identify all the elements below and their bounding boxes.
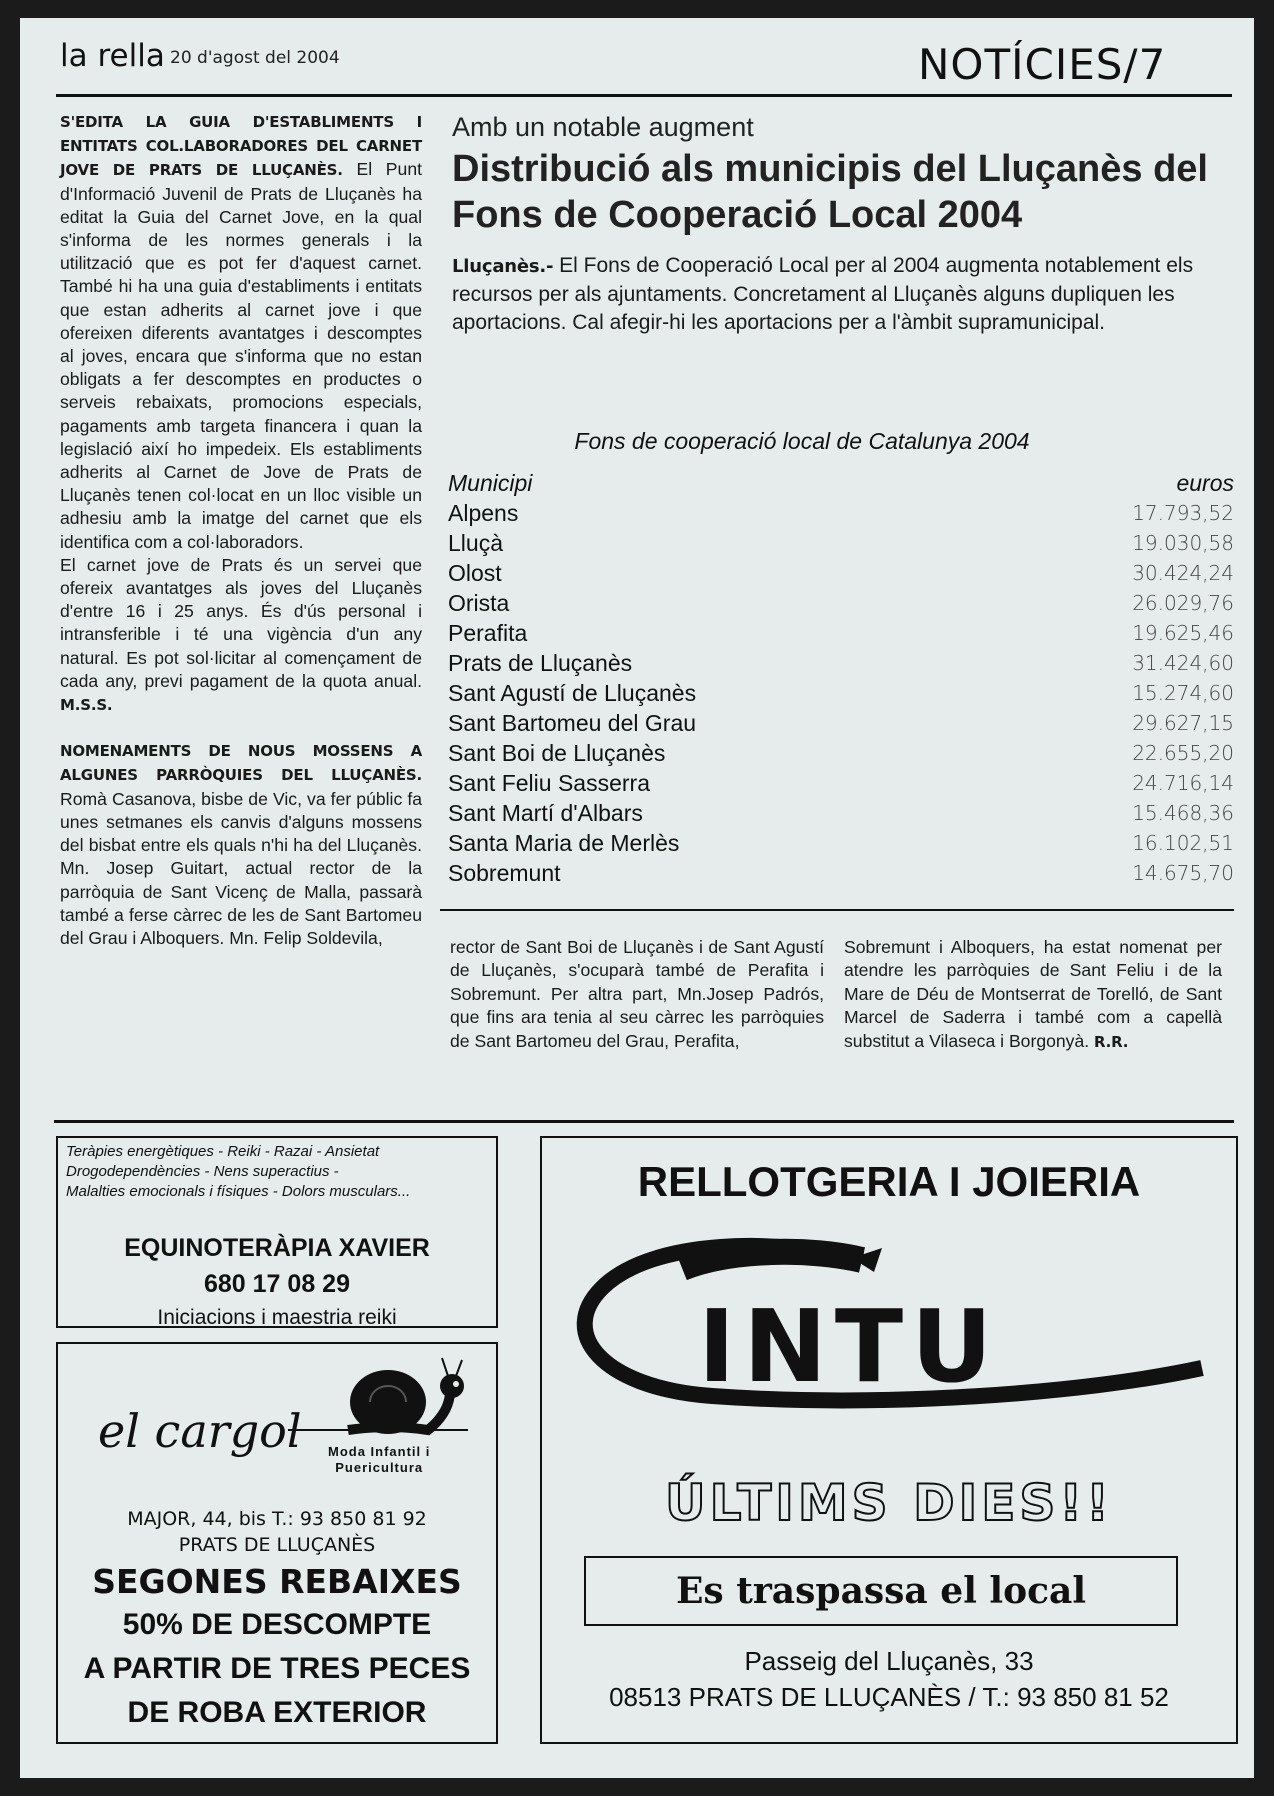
euros-value: 15.274,60 xyxy=(1132,681,1234,705)
tagline-line: Puericultura xyxy=(335,1460,424,1475)
euros-value: 17.793,52 xyxy=(1132,501,1234,525)
cintu-brand: INTU xyxy=(698,1288,1001,1405)
table-row xyxy=(448,768,1234,798)
cargol-logo: el cargol xyxy=(98,1404,302,1458)
euros-value: 16.102,51 xyxy=(1132,831,1234,855)
snail-icon xyxy=(278,1354,488,1454)
article-headline: Distribució als municipis del Lluçanès del Fons de Cooperació Local 2004 xyxy=(452,148,1208,236)
ad-el-cargol xyxy=(56,1342,498,1744)
mossens-news xyxy=(60,739,422,950)
lead-text: El Fons de Cooperació Local per al 2004 augmenta notablement els recursos per als ajuntaments. Concretament al Lluçanès alguns dupliquen les aportacions. Cal afegir-hi les aportacions per a l'àmbit supramunicipal. xyxy=(452,254,1194,334)
municipi-name: Sant Boi de Lluçanès xyxy=(448,739,666,766)
address-line: MAJOR, 44, bis T.: 93 850 81 92 xyxy=(127,1508,427,1530)
table-title: Fons de cooperació local de Catalunya 2004 xyxy=(574,428,1030,454)
publication-name: la rella xyxy=(60,38,165,74)
municipi-name: Sant Martí d'Albars xyxy=(448,799,643,826)
ad-subtitle: Iniciacions i maestria reiki xyxy=(157,1306,397,1329)
table-row xyxy=(448,798,1234,828)
ad-services-line: Drogodependències - Nens superactius - xyxy=(66,1163,339,1180)
table-row xyxy=(448,708,1234,738)
ad-phone: 680 17 08 29 xyxy=(204,1270,350,1298)
article-column-2: rector de Sant Boi de Lluçanès i de Sant Agustí de Lluçanès, s'ocuparà també de Perafita i Sobremunt. Per altra part, Mn.Josep Padrós, que fins ara tenia al seu càrrec les parròquies de Sant Bartomeu del Grau, Perafita, xyxy=(450,937,824,1051)
euros-value: 26.029,76 xyxy=(1132,591,1234,615)
cargol-address xyxy=(58,1506,496,1558)
municipi-name: Lluçà xyxy=(448,529,503,556)
table-row xyxy=(448,648,1234,678)
fons-table xyxy=(448,470,1234,888)
article-kicker: Amb un notable augment xyxy=(452,112,754,142)
news-text: Romà Casanova, bisbe de Vic, va fer públic fa unes setmanes els canvis d'alguns mossens del bisbat entre els quals n'hi ha del Lluçanès. Mn. Josep Guitart, actual rector de la parròquia de Sant Vicenç de Malla, passarà també a ferse càrrec de les de Sant Bartomeu del Grau i Alboquers. Mn. Felip Soldevila, xyxy=(60,788,422,948)
ad-services xyxy=(66,1142,410,1202)
news-heading: NOMENAMENTS DE NOUS MOSSENS A ALGUNES PARRÒQUIES DEL LLUÇANÈS. xyxy=(60,742,422,785)
ad-cintu xyxy=(540,1136,1238,1744)
municipi-name: Perafita xyxy=(448,619,528,646)
ad-equinoterapia xyxy=(56,1136,498,1328)
cintu-address: Passeig del Lluçanès, 33 xyxy=(744,1646,1034,1676)
tagline-line: Moda Infantil i xyxy=(328,1444,431,1459)
euros-value: 19.030,58 xyxy=(1132,531,1234,555)
municipi-name: Sant Feliu Sasserra xyxy=(448,769,650,796)
news-text: El carnet jove de Prats és un servei que ofereix avantatges als joves del Lluçanès d'entre 16 i 25 anys. És d'ús personal i intransferible i té una vigència d'un any natural. Es pot sol·licitar al començament de cada any, previ pagament de la quota anual. xyxy=(60,554,422,691)
author-initials: M.S.S. xyxy=(60,696,113,715)
table-row xyxy=(448,588,1234,618)
newspaper-page xyxy=(20,18,1254,1778)
municipi-name: Alpens xyxy=(448,499,519,526)
table-row xyxy=(448,738,1234,768)
ads-rule xyxy=(54,1120,1234,1123)
table-row xyxy=(448,858,1234,888)
carnet-jove-news xyxy=(60,110,422,554)
column-text: Sobremunt i Alboquers, ha estat nomenat per atendre les parròquies de Sant Feliu i de la Mare de Déu de Montserrat de Torelló, de Sant Marcel de Saderra i també com a capellà substitut a Vilaseca i Borgonyà. xyxy=(844,937,1222,1051)
table-row xyxy=(448,618,1234,648)
cargol-discount: 50% DE DESCOMPTE xyxy=(122,1608,432,1641)
ad-services-line: Malalties emocionals i físiques - Dolors musculars... xyxy=(66,1183,411,1200)
municipi-name: Sobremunt xyxy=(448,859,561,886)
column-header-euros: euros xyxy=(1176,470,1234,496)
euros-value: 22.655,20 xyxy=(1132,741,1234,765)
carnet-jove-news-cont xyxy=(60,554,422,717)
column-header-municipi: Municipi xyxy=(448,470,533,496)
municipi-name: Prats de Lluçanès xyxy=(448,649,633,676)
table-row xyxy=(448,678,1234,708)
municipi-name: Santa Maria de Merlès xyxy=(448,829,680,856)
cargol-tagline xyxy=(328,1444,430,1476)
table-row xyxy=(448,828,1234,858)
municipi-name: Sant Agustí de Lluçanès xyxy=(448,679,697,706)
spacer xyxy=(60,717,422,739)
euros-value: 31.424,60 xyxy=(1132,651,1234,675)
euros-value: 19.625,46 xyxy=(1132,621,1234,645)
article-lead xyxy=(452,252,1212,337)
cargol-condition: A PARTIR DE TRES PECES xyxy=(83,1652,471,1685)
news-text: El Punt d'Informació Juvenil de Prats de Lluçanès ha editat la Guia del Carnet Jove, en la qual s'informa de les normes generals i la utilització que es pot fer d'aquest carnet. També hi ha una guia d'establiments i entitats que estan adherits al carnet jove i que ofereixen diferents avantatges i descomptes al joves, encara que s'informa que no estan obligats a fer descomptes en productes o serveis rebaixats, promocions especials, pagaments amb targeta financera i quan la legislació així ho impedeix. Els establiments adherits al Carnet de Jove de Prats de Lluçanès tenen col·locat en un lloc visible un adhesiu amb la imatge del carnet que els identifica com a col·laboradors. xyxy=(60,159,422,552)
ad-services-line: Teràpies energètiques - Reiki - Razai - Ansietat xyxy=(66,1143,380,1160)
ad-business-name: EQUINOTERÀPIA XAVIER xyxy=(124,1234,430,1262)
euros-value: 24.716,14 xyxy=(1132,771,1234,795)
table-row xyxy=(448,528,1234,558)
main-article xyxy=(452,110,1234,337)
table-rule xyxy=(440,909,1234,911)
lead-place: Lluçanès.- xyxy=(452,256,554,277)
municipi-name: Orista xyxy=(448,589,510,616)
municipi-name: Sant Bartomeu del Grau xyxy=(448,709,697,736)
cintu-address-phone: 08513 PRATS DE LLUÇANÈS / T.: 93 850 81 52 xyxy=(609,1682,1169,1712)
address-town: PRATS DE LLUÇANÈS xyxy=(178,1534,376,1556)
cintu-traspassa: Es traspassa el local xyxy=(584,1556,1178,1626)
article-column-3 xyxy=(844,936,1222,1054)
cintu-shop-type: RELLOTGERIA I JOIERIA xyxy=(637,1158,1141,1205)
header-rule xyxy=(56,94,1232,97)
news-heading: S'EDITA LA GUIA D'ESTABLIMENTS I ENTITATS COL.LABORADORES DEL CARNET JOVE DE PRATS DE LLUÇANÈS. xyxy=(60,113,422,180)
left-column xyxy=(60,110,422,950)
table-row xyxy=(448,498,1234,528)
author-initials: R.R. xyxy=(1094,1032,1129,1051)
cintu-ultims-dies: ÚLTIMS DIES!! xyxy=(665,1474,1113,1532)
municipi-name: Olost xyxy=(448,559,502,586)
euros-value: 30.424,24 xyxy=(1132,561,1234,585)
table-row xyxy=(448,558,1234,588)
section-title: NOTÍCIES/7 xyxy=(918,40,1167,89)
euros-value: 15.468,36 xyxy=(1132,801,1234,825)
cargol-promo: SEGONES REBAIXES xyxy=(92,1562,462,1601)
cargol-condition: DE ROBA EXTERIOR xyxy=(127,1696,427,1729)
euros-value: 29.627,15 xyxy=(1132,711,1234,735)
issue-date: 20 d'agost del 2004 xyxy=(170,48,340,68)
table-header xyxy=(448,470,1234,498)
euros-value: 14.675,70 xyxy=(1132,861,1234,885)
